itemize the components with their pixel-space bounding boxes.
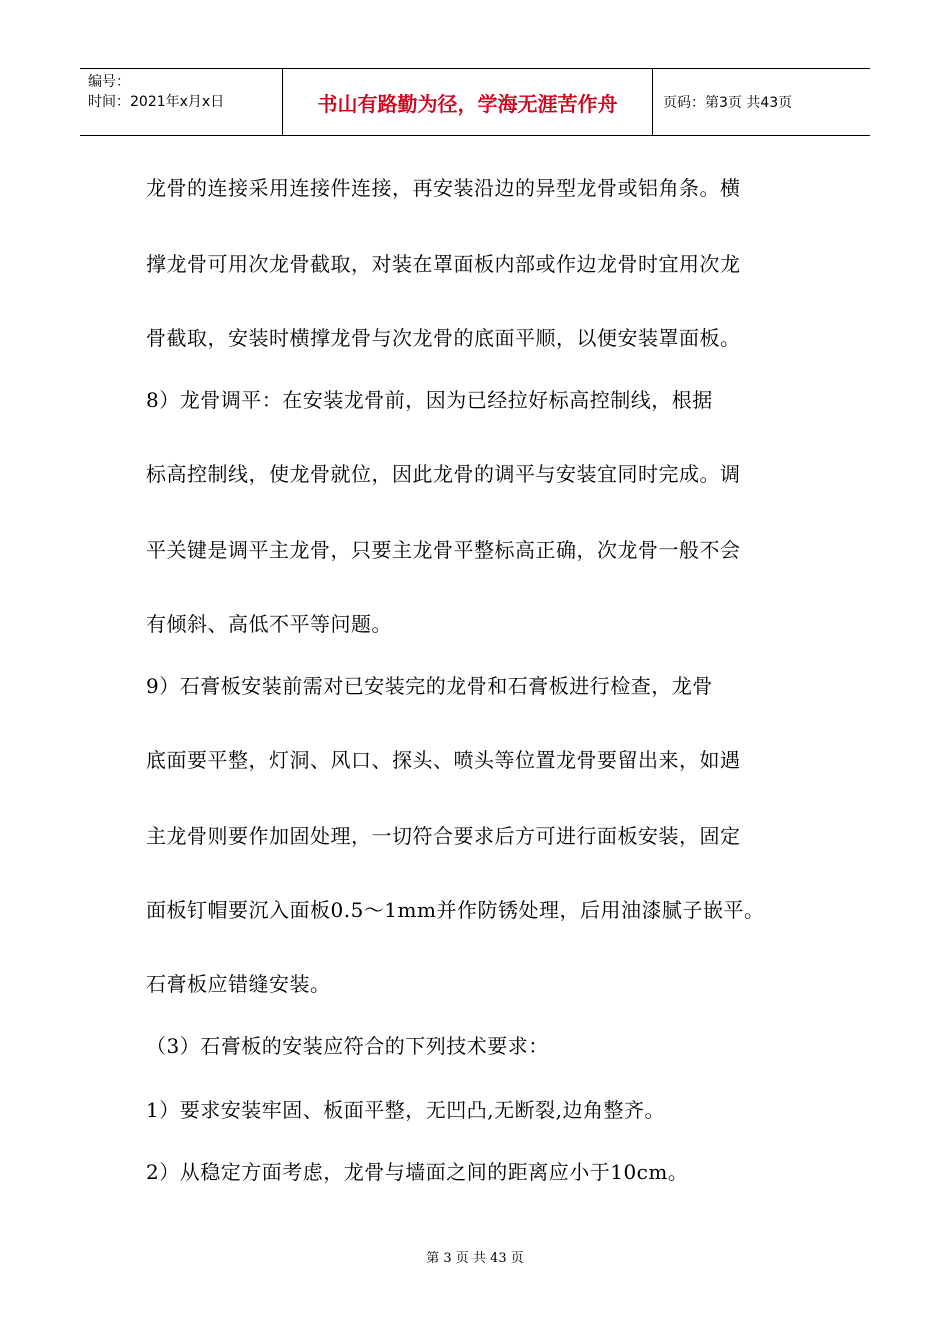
header-page-number: 页码：第3页 共43页 (663, 95, 793, 111)
page-footer: 第 3 页 共 43 页 (426, 1251, 524, 1266)
document-number-label: 编号： (88, 74, 130, 90)
body-line: 8）龙骨调平：在安装龙骨前，因为已经拉好标高控制线，根据 (146, 388, 713, 412)
body-line: 石膏板应错缝安装。 (146, 972, 331, 996)
page-header (80, 68, 870, 136)
body-line: 底面要平整，灯洞、风口、探头、喷头等位置龙骨要留出来，如遇 (146, 748, 741, 772)
header-meta (80, 69, 283, 135)
body-line: 2）从稳定方面考虑，龙骨与墙面之间的距离应小于10cm。 (146, 1160, 689, 1184)
body-line: 9）石膏板安装前需对已安装完的龙骨和石膏板进行检查，龙骨 (146, 674, 713, 698)
body-line: 撑龙骨可用次龙骨截取，对装在罩面板内部或作边龙骨时宜用次龙 (146, 252, 741, 276)
body-line: 1）要求安装牢固、板面平整，无凹凸,无断裂,边角整齐。 (146, 1098, 665, 1122)
body-line: 有倾斜、高低不平等问题。 (146, 612, 392, 636)
body-line: 龙骨的连接采用连接件连接，再安装沿边的异型龙骨或铝角条。横 (146, 176, 741, 200)
body-line: （3）石膏板的安装应符合的下列技术要求： (146, 1034, 549, 1058)
header-motto: 书山有路勤为径，学海无涯苦作舟 (283, 69, 653, 135)
document-date: 时间：2021年x月x日 (88, 94, 225, 110)
body-line: 标高控制线，使龙骨就位，因此龙骨的调平与安装宜同时完成。调 (146, 462, 741, 486)
body-line: 骨截取，安装时横撑龙骨与次龙骨的底面平顺，以便安装罩面板。 (146, 326, 741, 350)
body-line: 平关键是调平主龙骨，只要主龙骨平整标高正确，次龙骨一般不会 (146, 538, 741, 562)
body-line: 主龙骨则要作加固处理，一切符合要求后方可进行面板安装，固定 (146, 824, 741, 848)
body-line: 面板钉帽要沉入面板0.5～1mm并作防锈处理，后用油漆腻子嵌平。 (146, 898, 765, 922)
